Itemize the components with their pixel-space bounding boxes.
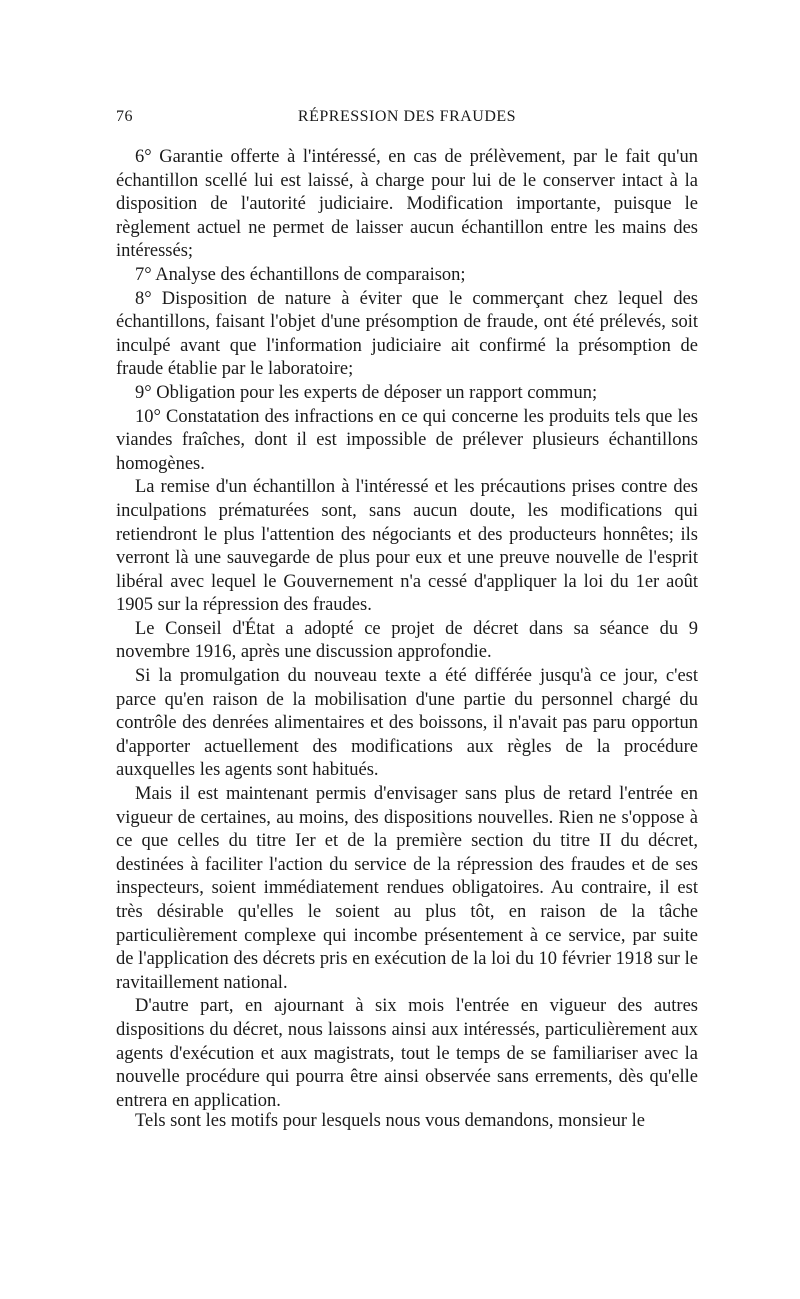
closing-text (116, 1110, 698, 1134)
body-text (116, 146, 698, 1113)
paragraph-item-8: 8° Disposition de nature à éviter que le commerçant chez lequel des échantillons, faisant l'objet d'une présomption de fraude, ont été prélevés, soit inculpé avant que l'information judiciaire ait confirmé la présomption de fraude établie par le laboratoire; (116, 288, 698, 380)
paragraph-item-6: 6° Garantie offerte à l'intéressé, en cas de prélèvement, par le fait qu'un échantillon scellé lui est laissé, à charge pour lui de le conserver intact à la disposition de l'autorité judiciaire. Modification importante, puisque le règlement actuel ne permet de laisser aucun échantillon entre les mains des intéressés; (116, 147, 698, 262)
paragraph-mais: Mais il est maintenant permis d'envisager sans plus de retard l'entrée en vigueur de certaines, au moins, des dispositions nouvelles. Rien ne s'oppose à ce que celles du titre Ier et de la première section du titre II du décret, destinées à faciliter l'action du service de la répression des fraudes et de ses inspecteurs, soient immédiatement rendues obligatoires. Au contraire, il est très désirable qu'elles le soient au plus tôt, en raison de la tâche particulièrement complexe qui incombe présentement à ce service, par suite de l'application des décrets pris en exécution de la loi du 10 février 1918 sur le ravitaillement national. (116, 784, 698, 993)
closing-line: Tels sont les motifs pour lesquels nous vous demandons, monsieur le (135, 1111, 645, 1131)
paragraph-autre-part: D'autre part, en ajournant à six mois l'entrée en vigueur des autres dispositions du décret, nous laissons ainsi aux intéressés, particulièrement aux agents d'exécution et aux magistrats, tout le temps de se familiariser avec la nouvelle procédure qui pourra être ainsi observée sans errements, dès qu'elle entrera en application. (116, 996, 698, 1111)
running-head: RÉPRESSION DES FRAUDES (297, 108, 517, 125)
paragraph-conseil: Le Conseil d'État a adopté ce projet de décret dans sa séance du 9 novembre 1916, après une discussion approfondie. (116, 618, 698, 663)
page-header (116, 108, 698, 136)
page-number: 76 (116, 108, 133, 125)
paragraph-item-7: 7° Analyse des échantillons de comparaison; (135, 264, 466, 285)
paragraph-remise: La remise d'un échantillon à l'intéressé et les précautions prises contre des inculpations prématurées sont, sans aucun doute, les modifications qui retiendront le plus l'attention des négociants et des producteurs honnêtes; ils verront là une sauvegarde de plus pour eux et une preuve nouvelle de l'esprit libéral avec lequel le Gouvernement n'a cessé d'appliquer la loi du 1er août 1905 sur la répression des fraudes. (116, 477, 698, 616)
paragraph-item-9: 9° Obligation pour les experts de déposer un rapport commun; (135, 382, 598, 403)
paragraph-item-10: 10° Constatation des infractions en ce qui concerne les produits tels que les viandes fraîches, dont il est impossible de prélever plusieurs échantillons homogènes. (116, 406, 698, 474)
paragraph-promulgation: Si la promulgation du nouveau texte a été différée jusqu'à ce jour, c'est parce qu'en raison de la mobilisation d'une partie du personnel chargé du contrôle des denrées alimentaires et des boissons, il n'avait pas paru opportun d'apporter actuellement des modifications aux règles de la procédure auxquelles les agents sont habitués. (116, 666, 698, 781)
